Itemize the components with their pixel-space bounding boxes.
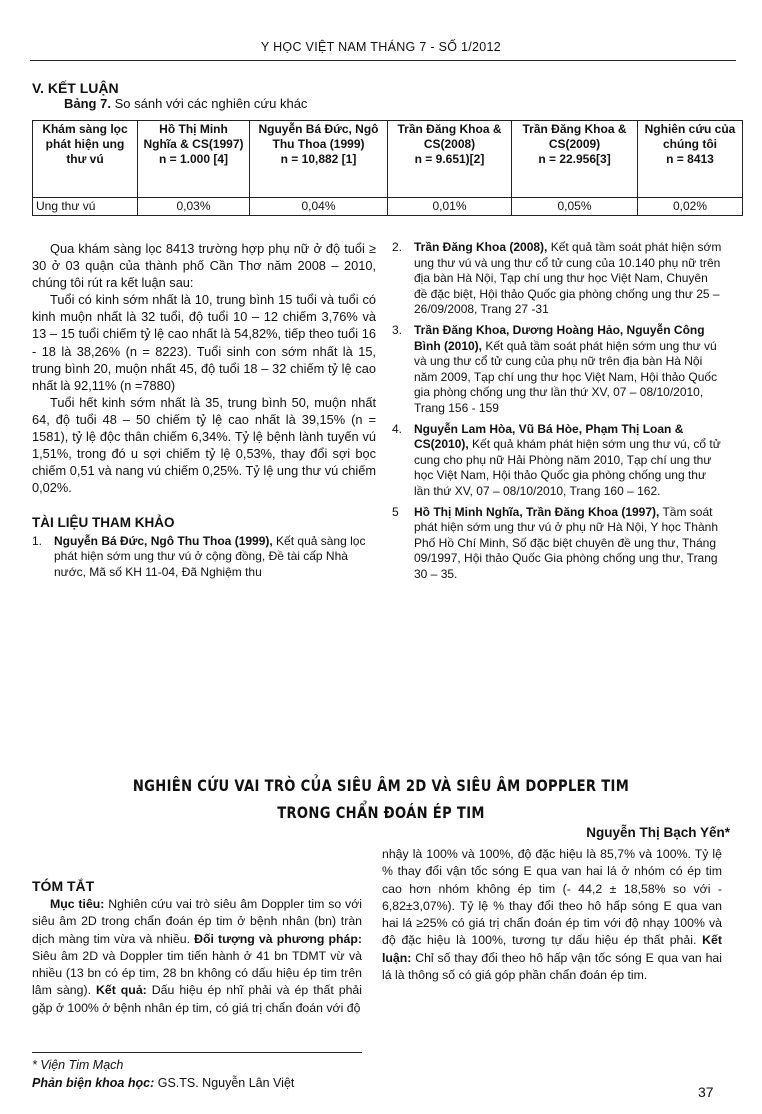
article-title-line: NGHIÊN CỨU VAI TRÒ CỦA SIÊU ÂM 2D VÀ SIÊU ÂM DOPPLER TIM	[132, 776, 630, 795]
comparison-table	[32, 120, 743, 216]
footnote-rule	[32, 1052, 362, 1053]
page-number: 37	[698, 1084, 714, 1100]
table-header-cell: Nghiên cứu của chúng tôi n = 8413	[638, 121, 743, 198]
table-header-cell: Khám sàng lọc phát hiện ung thư vú	[33, 121, 138, 198]
abstract-paragraph: Mục tiêu: Nghiên cứu vai trò siêu âm Doppler tim so với siêu âm 2D trong chẩn đoán ép tim ở bệnh nhân (bn) tràn dịch màng tim vừa và nhiều. Đối tượng và phương pháp: Siêu âm 2D và Doppler tim tiến hành ở 41 bn TDMT vừ và nhiều (13 bn có ép tim, 28 bn không có dấu hiệu ép tim trên lâm sàng). Kết quả: Dấu hiệu ép nhĩ phải và ép thất phải gặp ở 100% ở bệnh nhân ép tim, có giá trị chẩn đoán với độ	[32, 897, 363, 1015]
table-cell: 0,01%	[388, 198, 512, 216]
table-cell: 0,04%	[250, 198, 388, 216]
table-header-row	[33, 121, 743, 198]
abstract-paragraph: nhậy là 100% và 100%, độ đặc hiệu là 85,7% và 100%. Tỷ lệ % thay đổi vận tốc sóng E qua van hai lá ở nhóm có ép tim cao hơn nhóm không ép tim (- 44,2 ± 18,58% so với - 6,82±3,07%). Tỷ lệ % thay đổi theo hô hấp sóng E qua van hai lá ≥25% có giá trị chẩn đoán ép tim với độ nhạy 100% và độ đặc hiệu là 100%, tương tự dấu hiệu ép thất phải. Kết luận: Chỉ số thay đổi theo hô hấp vận tốc sóng E qua van hai lá là thông số có giá góp phần chẩn đoán ép tim.	[382, 847, 722, 983]
footnote-reviewer: Phản biện khoa học: GS.TS. Nguyễn Lân Việt	[32, 1076, 295, 1090]
footnote-affiliation: * Viện Tim Mạch	[32, 1058, 124, 1072]
author-name: Nguyễn Thị Bạch Yến*	[586, 825, 730, 840]
conclusion-paragraph: Tuổi có kinh sớm nhất là 10, trung bình 15 tuổi và tuổi có kinh muộn nhất là 32 tuổi, độ tuổi 10 – 12 chiếm 3,76% và 13 – 15 tuổi chiếm tỷ lệ cao nhất là 54,82%, tiếp theo tuổi 16 - 18 là 38,26% (n = 8223). Tuổi sinh con sớm nhất là 15, trung bình 20, muộn nhất 45, độ tuổi 18 – 32 chiếm tỷ lệ cao nhất là 92,11% (n =7880)	[32, 292, 376, 393]
table-cell: 0,03%	[138, 198, 250, 216]
table-header-cell: Trần Đăng Khoa & CS(2008) n = 9.651)[2]	[388, 121, 512, 198]
reference-item: 5 Hồ Thị Minh Nghĩa, Trần Đăng Khoa (1997), Tầm soát phát hiện sớm ung thư vú ở phụ nữ Hà Nội, Y học Thành Phố Hồ Chí Minh, Số đặc biệt chuyên đề ung thư, Tháng 09/1997, Hội thảo Quốc Gia phòng chống ung thư, Trang 30 – 35.	[392, 504, 718, 581]
reference-item: 1. Nguyễn Bá Đức, Ngô Thu Thoa (1999), Kết quả sàng lọc phát hiện sớm ung thư vú ở cộng đồng, Đề tài cấp Nhà nước, Mã số KH 11-04, Đã Nghiệm thu	[32, 533, 366, 579]
references-heading: TÀI LIỆU THAM KHẢO	[32, 515, 175, 531]
table-caption	[64, 96, 307, 111]
table-header-cell: Trần Đăng Khoa & CS(2009) n = 22.956[3]	[512, 121, 638, 198]
table-cell: Ung thư vú	[33, 198, 138, 216]
abstract-heading: TÓM TẮT	[32, 878, 95, 894]
running-header: Y HỌC VIỆT NAM THÁNG 7 - SỐ 1/2012	[260, 40, 502, 54]
table-caption-text: So sánh với các nghiên cứu khác	[114, 96, 308, 111]
article-title	[69, 772, 694, 826]
reference-item: 4. Nguyễn Lam Hòa, Vũ Bá Hòe, Phạm Thị Loan & CS(2010), Kết quả khám phát hiện sớm ung thư vú, cổ tử cung cho phụ nữ Hải Phòng năm 2010, Tạp chí ung thư học Việt Nam, Hội thảo Quốc gia phòng chống ung thư lần thứ XV, 07 – 08/10/2010, Trang 160 – 162.	[392, 421, 721, 498]
conclusion-column	[32, 240, 376, 585]
conclusion-paragraph: Tuổi hết kinh sớm nhất là 35, trung bình 50, muộn nhất 64, độ tuổi 48 – 50 chiếm tỷ lệ cao nhất là 39,15% (n = 1581), tỷ lệ độc thân chiếm 6,34%. Tỷ lệ bệnh lành tuyến vú 1,51%, trong đó u sợi chiếm tỷ lệ 0,53%, thay đổi sợi bọc chiếm 0,51 và nang vú chiếm 0,25%. Tỷ lệ ung thư vú chiếm 0,02%.	[32, 394, 376, 496]
abstract-left-column	[32, 896, 362, 1017]
reference-item: 3. Trần Đăng Khoa, Dương Hoàng Hảo, Nguyễn Công Bình (2010), Kết quả tầm soát phát hiện sớm ung thư vú và ung thư cổ tử cung của phụ nữ trên địa bàn Hà Nội năm 2009, Tạp chí ung thư học Việt Nam, Hội thảo Quốc gia phòng chống ung thư lần thứ XV, 07 – 08/10/2010, Trang 156 - 159	[392, 322, 718, 415]
table-row	[33, 198, 743, 216]
references-column	[392, 240, 722, 587]
abstract-right-column	[382, 846, 722, 984]
reference-item: 2. Trần Đăng Khoa (2008), Kết quả tầm soát phát hiện sớm ung thư vú và ung thư cổ tử cung của 10.140 phụ nữ trên địa bàn Hà Nội, Tạp chí ung thư học Việt Nam, Chuyên đề đặc biệt, Hội thảo Quốc gia phòng chống ung thư 25 – 26/09/2008, Trang 27 -31	[392, 240, 722, 317]
table-cell: 0,05%	[512, 198, 638, 216]
table-caption-label: Bảng 7.	[64, 96, 111, 111]
table-cell: 0,02%	[638, 198, 743, 216]
header-rule	[30, 60, 736, 61]
article-title-line: TRONG CHẨN ĐOÁN ÉP TIM	[277, 803, 485, 822]
table-header-cell: Nguyễn Bá Đức, Ngô Thu Thoa (1999) n = 10,882 [1]	[250, 121, 388, 198]
table-header-cell: Hồ Thị Minh Nghĩa & CS(1997) n = 1.000 [4]	[138, 121, 250, 198]
section-heading: V. KẾT LUẬN	[32, 80, 119, 96]
conclusion-paragraph: Qua khám sàng lọc 8413 trường hợp phụ nữ ở độ tuổi ≥ 30 ở 03 quận của thành phố Cần Thơ năm 2008 – 2010, chúng tôi rút ra kết luận sau:	[32, 241, 376, 291]
